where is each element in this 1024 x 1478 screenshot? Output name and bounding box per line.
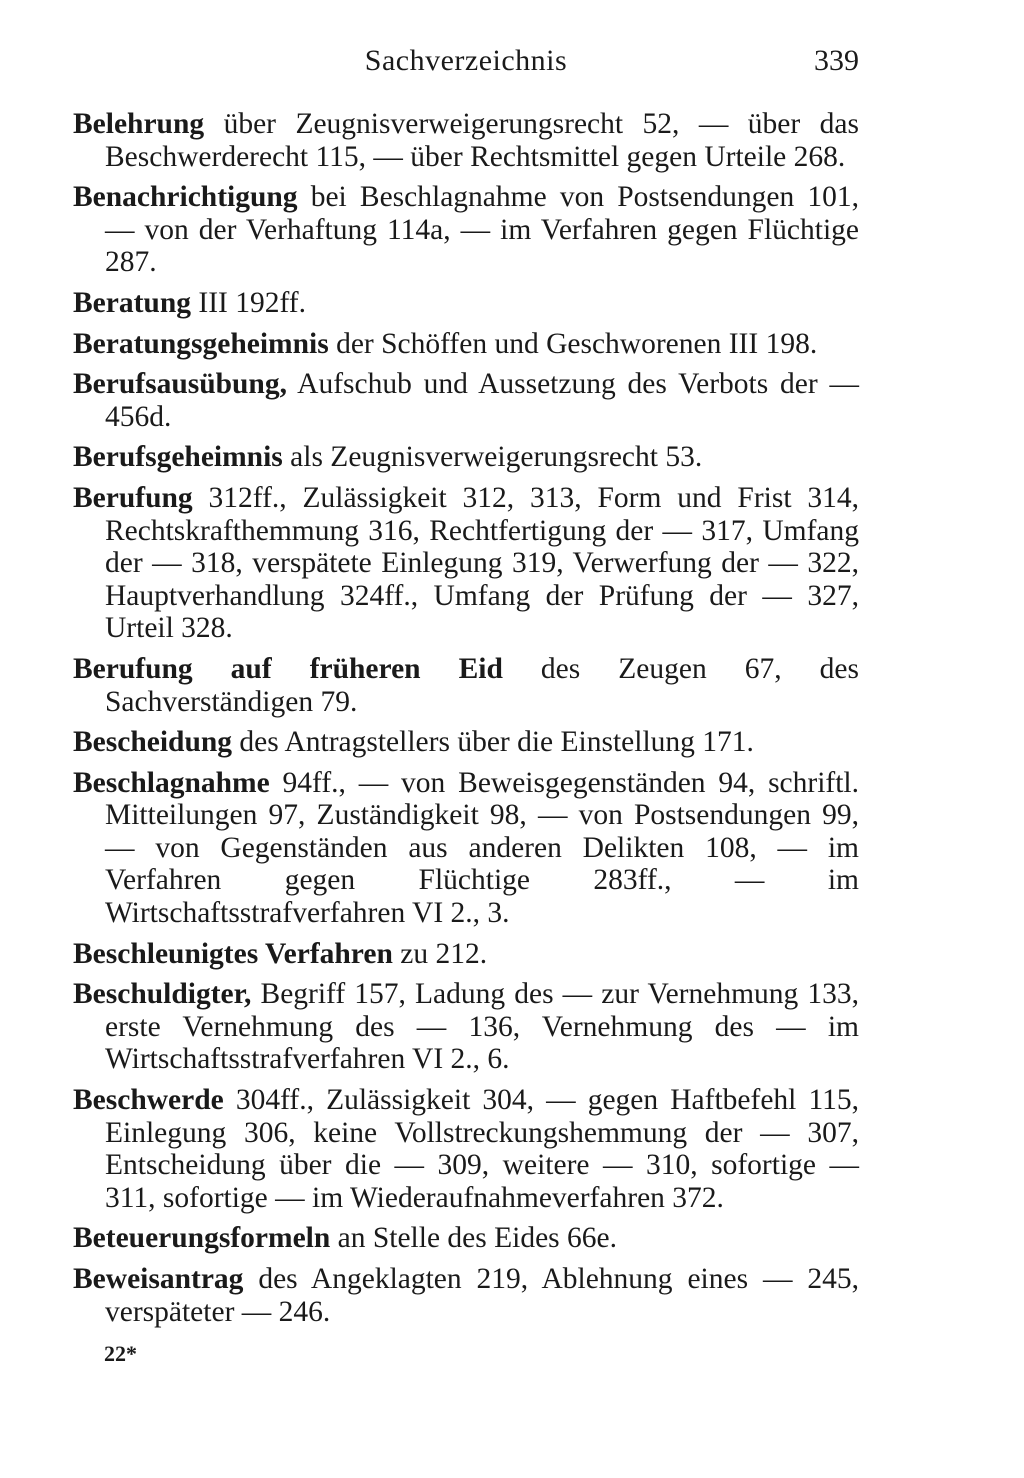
entry-text: III 192ff. xyxy=(198,286,306,319)
entry-term: Berufsausübung, xyxy=(73,368,287,401)
index-entry xyxy=(73,441,859,474)
entry-term: Belehrung xyxy=(73,108,205,140)
entry-term: Beteuerungsformeln xyxy=(73,1222,331,1255)
index-entry xyxy=(73,978,859,1076)
index-entry xyxy=(73,726,859,759)
index-entry xyxy=(73,1263,859,1328)
entry-term: Berufung auf früheren Eid xyxy=(73,652,503,685)
entry-text: der Schöffen und Geschworenen III 198. xyxy=(336,327,818,360)
entry-term: Beratung xyxy=(73,286,191,319)
entry-text: des Zeugen 67, des Sachverständigen 79. xyxy=(105,652,859,718)
index-entry xyxy=(73,1222,859,1255)
index-entry xyxy=(73,108,859,173)
index-entry xyxy=(73,767,859,930)
index-entry xyxy=(73,287,859,320)
signature-mark: 22* xyxy=(104,1341,137,1366)
entry-text: Begriff 157, Ladung des — zur Vernehmung 133, erste Vernehmung des — 136, Vernehmung des — im Wirtschaftsstrafverfahren VI 2., 6. xyxy=(105,978,860,1076)
entry-term: Beweisantrag xyxy=(73,1263,244,1295)
entry-text: als Zeugnisverweigerungsrecht 53. xyxy=(290,441,703,474)
entry-term: Benachrichtigung xyxy=(73,181,298,214)
index-entry xyxy=(73,1084,859,1214)
index-entry xyxy=(73,482,859,645)
index-entry xyxy=(73,328,859,361)
index-entry xyxy=(73,938,859,971)
index-entry xyxy=(73,368,859,433)
entry-text: 304ff., Zulässigkeit 304, — gegen Haftbefehl 115, Einlegung 306, keine Vollstreckungshemmung der — 307, Entscheidung über die — 309, weitere — 310, sofortige — 311, sofortige — im Wiederaufnahmeverfahren 372. xyxy=(105,1084,859,1214)
entry-term: Berufung xyxy=(73,481,193,514)
entry-term: Beratungsgeheimnis xyxy=(73,327,329,360)
index-entry xyxy=(73,181,859,279)
entry-term: Beschleunigtes Verfahren xyxy=(73,937,393,970)
entry-term: Beschuldigter, xyxy=(73,978,252,1011)
page-number: 339 xyxy=(814,44,859,77)
index-entry xyxy=(73,653,859,718)
entry-text: 312ff., Zulässigkeit 312, 313, Form und Frist 314, Rechtskrafthemmung 316, Rechtfertigung der — 317, Umfang der — 318, verspätete Einlegung 319, Verwerfung der — 322, Hauptverhandlung 324ff., Umfang der Prüfung der — 327, Urteil 328. xyxy=(105,481,859,645)
entry-term: Berufsgeheimnis xyxy=(73,441,283,474)
entry-term: Beschlagnahme xyxy=(73,766,270,799)
entry-term: Bescheidung xyxy=(73,726,233,759)
entry-text: Aufschub und Aussetzung des Verbots der — 456d. xyxy=(105,368,859,433)
entry-text: 94ff., — von Beweisgegenständen 94, schriftl. Mitteilungen 97, Zuständigkeit 98, — von Postsendungen 99, — von Gegenständen aus anderen Delikten 108, — im Verfahren gegen Flüchtige 283ff., — im Wirtschaftsstrafverfahren VI 2., 3. xyxy=(105,766,860,930)
entry-text: des Antragstellers über die Einstellung 171. xyxy=(239,726,754,759)
entry-term: Beschwerde xyxy=(73,1084,224,1117)
entry-text: des Angeklagten 219, Ablehnung eines — 245, verspäteter — 246. xyxy=(105,1263,859,1328)
page-header xyxy=(73,44,859,84)
entry-text: an Stelle des Eides 66e. xyxy=(337,1222,617,1255)
entry-text: zu 212. xyxy=(400,937,488,970)
entry-text: über Zeugnisverweigerungsrecht 52, — über das Beschwerderecht 115, — über Rechtsmittel gegen Urteile 268. xyxy=(105,108,859,173)
entry-text: bei Beschlagnahme von Postsendungen 101, — von der Verhaftung 114a, — im Verfahren gegen Flüchtige 287. xyxy=(105,181,859,279)
index-entries xyxy=(73,108,859,1336)
page-title: Sachverzeichnis xyxy=(364,44,568,77)
